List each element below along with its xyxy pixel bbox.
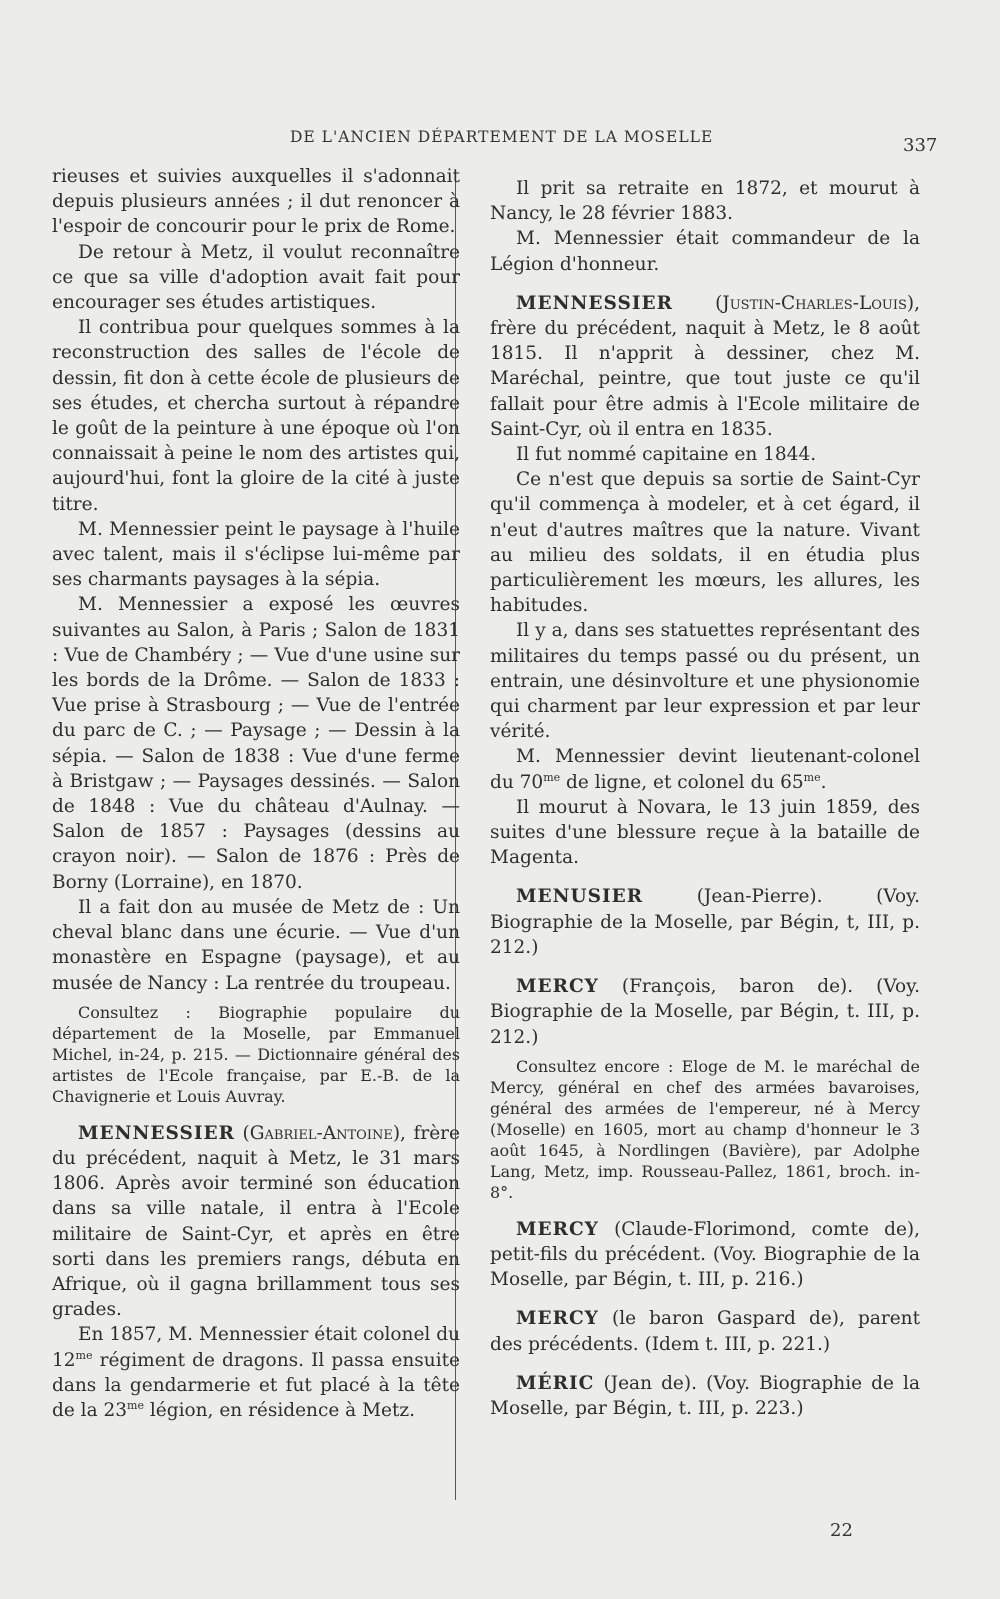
entry-name: (Gabriel-Antoine), [242, 1122, 406, 1144]
paragraph: M. Mennessier a exposé les œuvres suivantes au Salon, à Paris ; Salon de 1831 : Vue de Chambéry ; — Vue d'une usine sur les bords de la Drôme. — Salon de 1833 : Vue prise à Strasbourg ; — Vue de l'entrée du parc de C. ; — Paysage ; — Dessin à la sépia. — Salon de 1838 : Vue d'une ferme à Bristgaw ; — Paysages dessinés. — Salon de 1848 : Vue du château d'Aulnay. — Salon de 1857 : Paysages (dessins au crayon noir). — Salon de 1876 : Près de Borny (Lorraine), en 1870. [52, 594, 460, 893]
entry-headword: MENNESSIER [78, 1122, 235, 1144]
paragraph: Il prit sa retraite en 1872, et mourut à Nancy, le 28 février 1883. [490, 178, 920, 225]
left-column [52, 164, 460, 1423]
entry-mercy-gaspard [490, 1306, 920, 1356]
entry-text: frère du précédent, naquit à Metz, le 8 août 1815. Il n'apprit à dessiner, chez M. Maréchal, peintre, que tout juste ce qu'il fallait pour être admis à l'Ecole militaire de Saint-Cyr, où il entra en 1835. [490, 318, 920, 440]
paragraph [52, 1322, 460, 1423]
entry-headword: MENNESSIER [516, 292, 673, 314]
citation: Consultez : Biographie populaire du département de la Moselle, par Emmanuel Michel, in-24, p. 215. — Dictionnaire général des artistes de l'Ecole française, par E.-B. de la Chavignerie et Louis Auvray. [52, 1002, 460, 1106]
paragraph: Il fut nommé capitaine en 1844. [516, 444, 817, 466]
paragraph: rieuses et suivies auxquelles il s'adonnait depuis plusieurs années ; il dut renoncer à l'espoir de concourir pour le prix de Rome. [52, 166, 460, 238]
citation: Consultez encore : Eloge de M. le maréchal de Mercy, général en chef des armées bavaroises, général des armées de l'empereur, né à Mercy (Moselle) en 1605, mort au champ d'honneur le 3 août 1645, à Nordlingen (Bavière), par Adolphe Lang, Metz, imp. Rousseau-Pallez, 1861, broch. in-8°. [490, 1056, 920, 1202]
superscript: me [127, 1398, 144, 1412]
entry-justin-charles-louis [490, 291, 920, 442]
running-head: DE L'ANCIEN DÉPARTEMENT DE LA MOSELLE [290, 128, 714, 146]
text-run: . [820, 771, 827, 793]
entry-name: (Justin-Charles-Louis), [715, 292, 920, 314]
entry-headword: MÉRIC [516, 1372, 595, 1394]
superscript: me [803, 770, 821, 784]
paragraph: Il mourut à Novara, le 13 juin 1859, des suites d'une blessure reçue à la bataille de Magenta. [490, 796, 920, 869]
entry-text: (le baron Gaspard de), parent des précédents. (Idem t. III, p. 221.) [490, 1308, 920, 1355]
entry-text: (Jean de). (Voy. Biographie de la Moselle, par Bégin, t. III, p. 223.) [490, 1372, 920, 1419]
entry-mercy-francois [490, 974, 920, 1050]
paragraph: M. Mennessier peint le paysage à l'huile avec talent, mais il s'éclipse lui-même par ses charmants paysages à la sépia. [52, 518, 460, 591]
text-run: de ligne, et colonel du 65 [560, 771, 804, 793]
paragraph: Il contribua pour quelques sommes à la reconstruction des salles de l'école de dessin, fit don à cette école de plusieurs de ses études, et chercha surtout à répandre le goût de la peinture à une époque où l'on connaissait à peine le nom des artistes qui, aujourd'hui, font la gloire de la cité à juste titre. [52, 317, 460, 515]
entry-meric [490, 1371, 920, 1421]
entry-text: (François, baron de). (Voy. Biographie de la Moselle, par Bégin, t. III, p. 212.) [490, 976, 920, 1048]
entry-menusier [490, 884, 920, 960]
paragraph: De retour à Metz, il voulut reconnaître ce que sa ville d'adoption avait fait pour encourager ses études artistiques. [52, 241, 460, 314]
entry-headword: MERCY [516, 1218, 599, 1240]
superscript: me [543, 770, 561, 784]
entry-headword: MERCY [516, 976, 599, 998]
paragraph [490, 744, 920, 794]
paragraph: Ce n'est que depuis sa sortie de Saint-Cyr qu'il commença à modeler, et à cet égard, il n'eut d'autres maîtres que la nature. Vivant au milieu des soldats, il en étudia plus particulièrement les mœurs, les allures, les habitudes. [490, 469, 920, 617]
signature-mark: 22 [830, 1520, 853, 1541]
page-number: 337 [903, 135, 938, 156]
entry-mercy-claude-florimond [490, 1217, 920, 1293]
entry-headword: MENUSIER [516, 886, 644, 908]
entry-text: (Claude-Florimond, comte de), petit-fils du précédent. (Voy. Biographie de la Moselle, par Bégin, t. III, p. 216.) [490, 1218, 920, 1291]
superscript: me [75, 1348, 93, 1362]
text-run: régiment de dragons. Il passa ensuite dans la gendarmerie et fut placé à la tête de la 23 [52, 1349, 460, 1421]
entry-gabriel-antoine [52, 1121, 460, 1323]
text-run: M. Mennessier devint lieutenant-colonel du 70 [490, 746, 920, 793]
right-column [490, 176, 920, 1421]
entry-text: (Jean-Pierre). (Voy. Biographie de la Moselle, par Bégin, t, III, p. 212.) [490, 886, 920, 958]
entry-headword: MERCY [516, 1308, 599, 1330]
text-run: En 1857, M. Mennessier était colonel du 12 [52, 1324, 460, 1371]
paragraph: Il a fait don au musée de Metz de : Un cheval blanc dans une écurie. — Vue d'un monastère en Espagne (paysage), et au musée de Nancy : La rentrée du troupeau. [52, 896, 460, 994]
entry-text: frère du précédent, naquit à Metz, le 31 mars 1806. Après avoir terminé son éducation dans sa ville natale, il entra à l'Ecole militaire de Saint-Cyr, et après en être sorti dans les premiers rangs, débuta en Afrique, où il gagna brillamment tous ses grades. [52, 1122, 460, 1321]
paragraph: M. Mennessier était commandeur de la Légion d'honneur. [490, 228, 920, 275]
paragraph: Il y a, dans ses statuettes représentant des militaires du temps passé ou du présent, un entrain, une désinvolture et une physionomie qui charment par leur expression et par leur vérité. [490, 620, 920, 743]
text-run: légion, en résidence à Metz. [144, 1399, 416, 1421]
